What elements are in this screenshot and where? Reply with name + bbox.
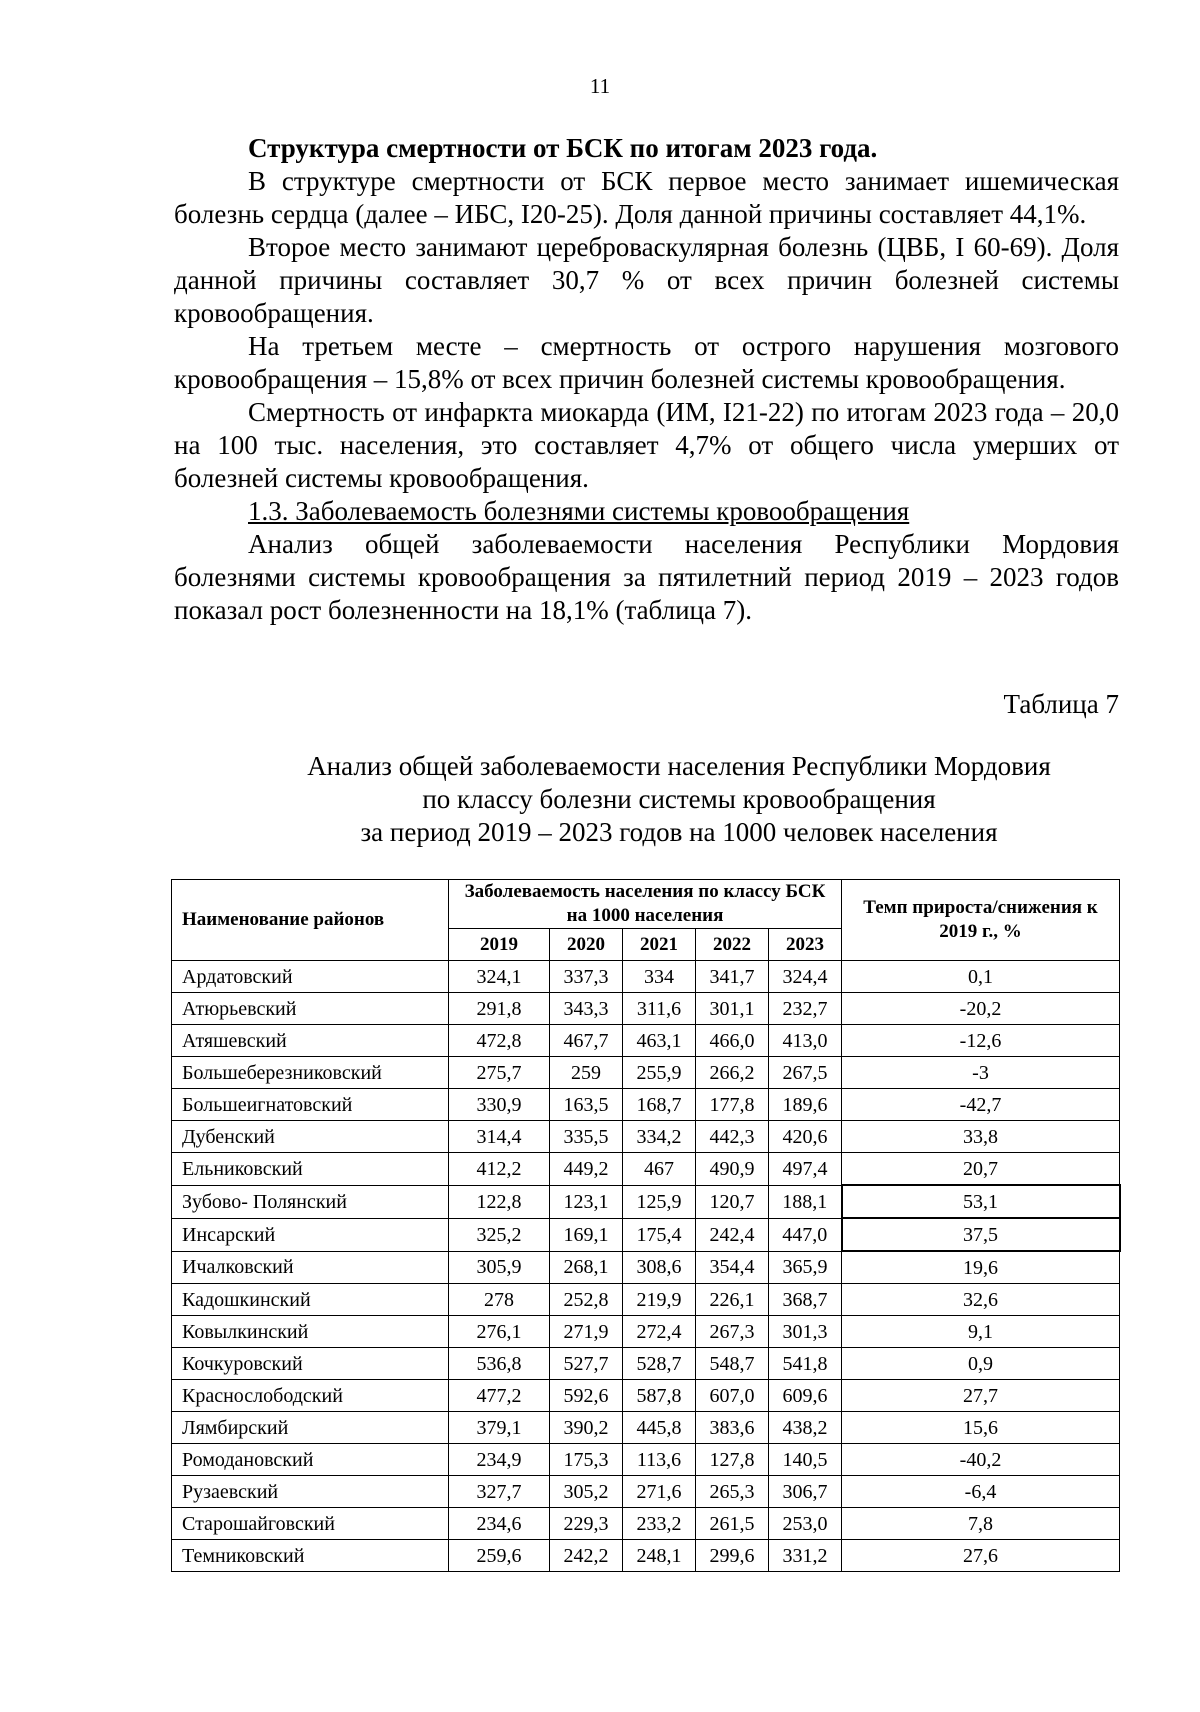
growth-rate-cell: 19,6	[842, 1251, 1120, 1284]
growth-rate-cell: 20,7	[842, 1153, 1120, 1186]
growth-rate-cell: 9,1	[842, 1316, 1120, 1348]
growth-rate-cell: 7,8	[842, 1508, 1120, 1540]
year-value-cell: 527,7	[550, 1348, 623, 1380]
district-name-cell: Дубенский	[172, 1121, 449, 1153]
year-value-cell: 592,6	[550, 1380, 623, 1412]
growth-rate-cell: -42,7	[842, 1089, 1120, 1121]
year-value-cell: 334,2	[623, 1121, 696, 1153]
year-value-cell: 308,6	[623, 1251, 696, 1284]
year-value-cell: 113,6	[623, 1444, 696, 1476]
table-row	[172, 1089, 1120, 1121]
year-value-cell: 477,2	[449, 1380, 550, 1412]
growth-rate-cell: 0,9	[842, 1348, 1120, 1380]
year-value-cell: 219,9	[623, 1284, 696, 1316]
year-value-cell: 463,1	[623, 1025, 696, 1057]
table-row	[172, 1284, 1120, 1316]
year-value-cell: 420,6	[769, 1121, 842, 1153]
year-value-cell: 365,9	[769, 1251, 842, 1284]
district-name-cell: Кадошкинский	[172, 1284, 449, 1316]
header-year: 2020	[550, 929, 623, 961]
header-year: 2019	[449, 929, 550, 961]
year-value-cell: 467	[623, 1153, 696, 1186]
paragraph: В структуре смертности от БСК первое место занимает ишемическая болезнь сердца (далее – ИБС, I20-25). Доля данной причины составляет 44,1%.	[174, 166, 1119, 229]
year-value-cell: 331,2	[769, 1540, 842, 1572]
district-name-cell: Ельниковский	[172, 1153, 449, 1186]
year-value-cell: 272,4	[623, 1316, 696, 1348]
table-row	[172, 1316, 1120, 1348]
district-name-cell: Большеберезниковский	[172, 1057, 449, 1089]
year-value-cell: 253,0	[769, 1508, 842, 1540]
page-number: 11	[589, 74, 611, 98]
year-value-cell: 442,3	[696, 1121, 769, 1153]
year-value-cell: 242,4	[696, 1218, 769, 1251]
year-value-cell: 541,8	[769, 1348, 842, 1380]
district-name-cell: Ардатовский	[172, 961, 449, 993]
district-name-cell: Лямбирский	[172, 1412, 449, 1444]
growth-rate-cell: 27,6	[842, 1540, 1120, 1572]
year-value-cell: 163,5	[550, 1089, 623, 1121]
district-name-cell: Ромодановский	[172, 1444, 449, 1476]
year-value-cell: 127,8	[696, 1444, 769, 1476]
year-value-cell: 268,1	[550, 1251, 623, 1284]
year-value-cell: 548,7	[696, 1348, 769, 1380]
year-value-cell: 412,2	[449, 1153, 550, 1186]
district-name-cell: Зубово- Полянский	[172, 1185, 449, 1218]
year-value-cell: 255,9	[623, 1057, 696, 1089]
year-value-cell: 259,6	[449, 1540, 550, 1572]
table-row	[172, 1251, 1120, 1284]
year-value-cell: 330,9	[449, 1089, 550, 1121]
paragraph: Второе место занимают цереброваскулярная болезнь (ЦВБ, I 60-69). Доля данной причины составляет 30,7 % от всех причин болезней системы кровообращения.	[174, 232, 1119, 328]
year-value-cell: 341,7	[696, 961, 769, 993]
growth-rate-cell: -3	[842, 1057, 1120, 1089]
growth-rate-cell: 37,5	[842, 1218, 1120, 1251]
table-row	[172, 1121, 1120, 1153]
district-name-cell: Кочкуровский	[172, 1348, 449, 1380]
year-value-cell: 301,1	[696, 993, 769, 1025]
year-value-cell: 267,3	[696, 1316, 769, 1348]
growth-rate-cell: -20,2	[842, 993, 1120, 1025]
table-body	[172, 961, 1120, 1572]
year-value-cell: 490,9	[696, 1153, 769, 1186]
district-name-cell: Большеигнатовский	[172, 1089, 449, 1121]
growth-rate-cell: -6,4	[842, 1476, 1120, 1508]
year-value-cell: 324,1	[449, 961, 550, 993]
table-row	[172, 1218, 1120, 1251]
year-value-cell: 261,5	[696, 1508, 769, 1540]
year-value-cell: 325,2	[449, 1218, 550, 1251]
district-name-cell: Рузаевский	[172, 1476, 449, 1508]
table-row	[172, 1185, 1120, 1218]
year-value-cell: 438,2	[769, 1412, 842, 1444]
year-value-cell: 267,5	[769, 1057, 842, 1089]
year-value-cell: 607,0	[696, 1380, 769, 1412]
year-value-cell: 248,1	[623, 1540, 696, 1572]
district-name-cell: Краснослободский	[172, 1380, 449, 1412]
year-value-cell: 229,3	[550, 1508, 623, 1540]
year-value-cell: 587,8	[623, 1380, 696, 1412]
year-value-cell: 123,1	[550, 1185, 623, 1218]
table-row	[172, 1057, 1120, 1089]
caption-line: за период 2019 – 2023 годов на 1000 человек населения	[360, 817, 998, 847]
table-row	[172, 1348, 1120, 1380]
district-name-cell: Ковылкинский	[172, 1316, 449, 1348]
year-value-cell: 306,7	[769, 1476, 842, 1508]
year-value-cell: 252,8	[550, 1284, 623, 1316]
growth-rate-cell: -40,2	[842, 1444, 1120, 1476]
year-value-cell: 445,8	[623, 1412, 696, 1444]
paragraph: Структура смертности от БСК по итогам 2023 года.	[248, 133, 878, 163]
year-value-cell: 311,6	[623, 993, 696, 1025]
year-value-cell: 188,1	[769, 1185, 842, 1218]
table-row	[172, 1444, 1120, 1476]
body-text	[174, 132, 1119, 627]
header-district-name: Наименование районов	[172, 880, 449, 961]
morbidity-table	[171, 879, 1121, 1572]
growth-rate-cell: 33,8	[842, 1121, 1120, 1153]
table-row	[172, 1153, 1120, 1186]
year-value-cell: 175,3	[550, 1444, 623, 1476]
year-value-cell: 275,7	[449, 1057, 550, 1089]
year-value-cell: 413,0	[769, 1025, 842, 1057]
year-value-cell: 467,7	[550, 1025, 623, 1057]
district-name-cell: Старошайговский	[172, 1508, 449, 1540]
table-row	[172, 1412, 1120, 1444]
year-value-cell: 368,7	[769, 1284, 842, 1316]
year-value-cell: 226,1	[696, 1284, 769, 1316]
header-year: 2022	[696, 929, 769, 961]
table-row	[172, 961, 1120, 993]
growth-rate-cell: 53,1	[842, 1185, 1120, 1218]
table-row	[172, 993, 1120, 1025]
year-value-cell: 390,2	[550, 1412, 623, 1444]
year-value-cell: 266,2	[696, 1057, 769, 1089]
growth-rate-cell: -12,6	[842, 1025, 1120, 1057]
year-value-cell: 234,9	[449, 1444, 550, 1476]
district-name-cell: Инсарский	[172, 1218, 449, 1251]
table-label: Таблица 7	[1003, 689, 1119, 719]
year-value-cell: 140,5	[769, 1444, 842, 1476]
table-row	[172, 1476, 1120, 1508]
year-value-cell: 334	[623, 961, 696, 993]
year-value-cell: 609,6	[769, 1380, 842, 1412]
year-value-cell: 337,3	[550, 961, 623, 993]
year-value-cell: 169,1	[550, 1218, 623, 1251]
year-value-cell: 299,6	[696, 1540, 769, 1572]
year-value-cell: 259	[550, 1057, 623, 1089]
year-value-cell: 242,2	[550, 1540, 623, 1572]
year-value-cell: 276,1	[449, 1316, 550, 1348]
year-value-cell: 177,8	[696, 1089, 769, 1121]
growth-rate-cell: 0,1	[842, 961, 1120, 993]
table-row	[172, 1540, 1120, 1572]
paragraph: На третьем месте – смертность от острого нарушения мозгового кровообращения – 15,8% от всех причин болезней системы кровообращения.	[174, 331, 1119, 394]
year-value-cell: 271,9	[550, 1316, 623, 1348]
header-growth-rate: Темп прироста/снижения к 2019 г., %	[842, 880, 1120, 961]
year-value-cell: 234,6	[449, 1508, 550, 1540]
year-value-cell: 168,7	[623, 1089, 696, 1121]
paragraph: 1.3. Заболеваемость болезнями системы кровообращения	[248, 496, 910, 526]
district-name-cell: Атюрьевский	[172, 993, 449, 1025]
year-value-cell: 472,8	[449, 1025, 550, 1057]
year-value-cell: 301,3	[769, 1316, 842, 1348]
year-value-cell: 232,7	[769, 993, 842, 1025]
table-row	[172, 1508, 1120, 1540]
growth-rate-cell: 27,7	[842, 1380, 1120, 1412]
year-value-cell: 120,7	[696, 1185, 769, 1218]
year-value-cell: 327,7	[449, 1476, 550, 1508]
paragraph: Смертность от инфаркта миокарда (ИМ, I21-22) по итогам 2023 года – 20,0 на 100 тыс. населения, это составляет 4,7% от общего числа умерших от болезней системы кровообращения.	[174, 397, 1119, 493]
header-morbidity-group: Заболеваемость населения по классу БСК на 1000 населения	[449, 880, 842, 929]
year-value-cell: 314,4	[449, 1121, 550, 1153]
year-value-cell: 497,4	[769, 1153, 842, 1186]
year-value-cell: 466,0	[696, 1025, 769, 1057]
year-value-cell: 233,2	[623, 1508, 696, 1540]
year-value-cell: 271,6	[623, 1476, 696, 1508]
district-name-cell: Ичалковский	[172, 1251, 449, 1284]
year-value-cell: 354,4	[696, 1251, 769, 1284]
year-value-cell: 305,2	[550, 1476, 623, 1508]
year-value-cell: 343,3	[550, 993, 623, 1025]
year-value-cell: 305,9	[449, 1251, 550, 1284]
district-name-cell: Атяшевский	[172, 1025, 449, 1057]
year-value-cell: 324,4	[769, 961, 842, 993]
caption-line: по классу болезни системы кровообращения	[422, 784, 936, 814]
table-caption	[174, 750, 1184, 849]
table-row	[172, 1025, 1120, 1057]
year-value-cell: 447,0	[769, 1218, 842, 1251]
year-value-cell: 335,5	[550, 1121, 623, 1153]
year-value-cell: 379,1	[449, 1412, 550, 1444]
year-value-cell: 278	[449, 1284, 550, 1316]
growth-rate-cell: 32,6	[842, 1284, 1120, 1316]
year-value-cell: 122,8	[449, 1185, 550, 1218]
header-year: 2023	[769, 929, 842, 961]
year-value-cell: 265,3	[696, 1476, 769, 1508]
year-value-cell: 528,7	[623, 1348, 696, 1380]
table-row	[172, 1380, 1120, 1412]
year-value-cell: 536,8	[449, 1348, 550, 1380]
year-value-cell: 449,2	[550, 1153, 623, 1186]
year-value-cell: 383,6	[696, 1412, 769, 1444]
year-value-cell: 291,8	[449, 993, 550, 1025]
year-value-cell: 125,9	[623, 1185, 696, 1218]
paragraph: Анализ общей заболеваемости населения Республики Мордовия болезнями системы кровообращения за пятилетний период 2019 – 2023 годов показал рост болезненности на 18,1% (таблица 7).	[174, 529, 1119, 625]
growth-rate-cell: 15,6	[842, 1412, 1120, 1444]
header-year: 2021	[623, 929, 696, 961]
caption-line: Анализ общей заболеваемости населения Республики Мордовия	[307, 751, 1051, 781]
year-value-cell: 189,6	[769, 1089, 842, 1121]
year-value-cell: 175,4	[623, 1218, 696, 1251]
district-name-cell: Темниковский	[172, 1540, 449, 1572]
